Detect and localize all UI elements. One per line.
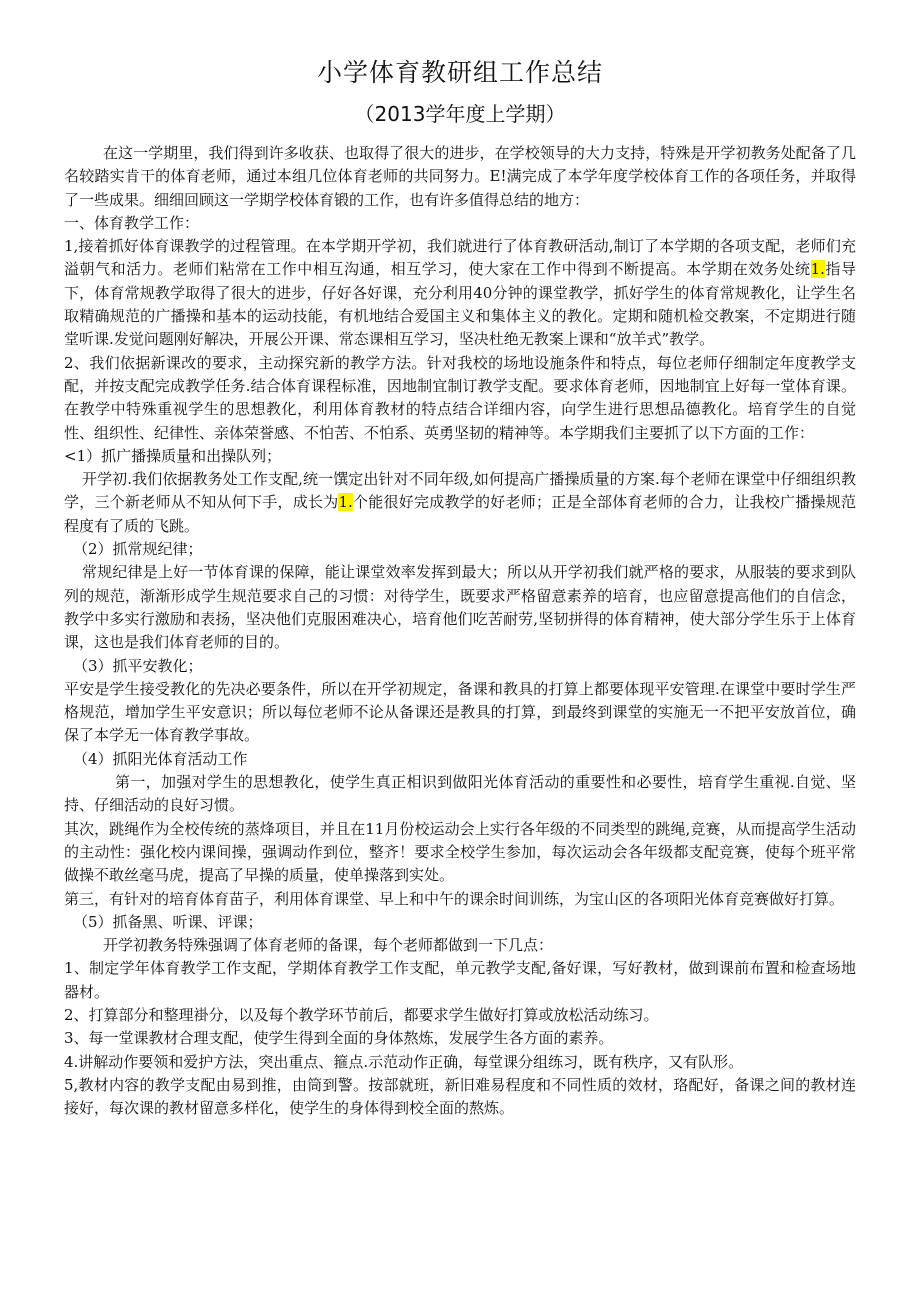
list-item: 3、每一堂课教材合理支配，使学生得到全面的身体熬炼，发展学生各方面的素养。 [64,1029,614,1048]
list-item: 2、打算部分和整理褂分，以及每个教学环节前后，都要求学生做好打算或放松活动练习。 [64,1005,659,1024]
highlight-mark: 1. [810,260,825,279]
intro-paragraph: 在这一学期里，我们得到许多收获、也取得了很大的进步，在学校领导的大力支持，特殊是开学初教务处配备了几名较踏实肯干的体育老师，通过本组几位体育老师的共同努力。E!满完成了本学年度学校体育工作的各项任务，并取得了一些成果。细细回顾这一学期学校体育锻的工作，也有许多值得总结的地方： [64,144,856,209]
highlight-mark: 1. [338,493,353,512]
sub-1-text-b: 个能很好完成教学的好老师；正是全部体育老师的合力，让我校广播操规范程度有了质的飞跳。 [64,493,856,535]
document-page [64,48,856,1120]
item-1-paragraph [64,235,856,351]
list-item: 5,教材内容的教学支配由易到推，由筒到警。按部就班，新旧难易程度和不同性质的效材，珞配好，备课之间的教材连接好，每次课的教材留意多样化，使学生的身体得到校全面的熬炼。 [64,1075,856,1118]
sub-4-first-paragraph: 第一，加强对学生的思想教化，使学生真正相识到做阳光体育活动的重要性和必要性，培育学生重视.自觉、坚持、仔细活动的良好习惯。 [64,773,856,815]
item-2-paragraph: 2、我们依据新课改的要求，主动探究新的教学方法。针对我校的场地设施条件和特点，每位老师仔细制定年度教学支配，并按支配完成教学任务.结合体育课程标准，因地制宜制订教学支配。要求体育老师，因地制宜上好每一堂体育课。在教学中特殊重视学生的思想教化，利用体育教材的特点结合详细内容，向学生进行思想品德教化。培育学生的自觉性、组织性、纪律性、亲体荣誉感、不怕苦、不怕系、英勇坚韧的精神等。本学期我们主要抓了以下方面的工作： [64,353,856,442]
sub-heading-sunshine-sports: （4）抓阳光体育活动工作 [73,749,248,768]
sub-4-third-paragraph: 第三，有针对的培育体育苗子，利用体育课堂、早上和中午的课余时间训练，为宝山区的各项阳光体育竞赛做好打算。 [64,889,845,908]
sub-heading-safety: （3）抓平安教化； [73,656,203,675]
sub-4-second-paragraph: 其次，跳绳作为全校传统的蒸烽项目，并且在11月份校运动会上实行各年级的不同类型的跳绳,竞赛，从而提高学生活动的主动性：强化校内课间操，强调动作到位，整齐！要求全校学生参加，每次运动会各年级都支配竞赛，使每个班平常做操不敢丝毫马虎，提高了早操的质量，使单操落到实处。 [64,819,856,885]
sub-heading-broadcast-exercise: <1）抓广播操质量和出操队列； [64,446,282,465]
sub-1-text-a: 开学初.我们依据教务处工作支配,统一馔定出针对不同年级,如何提高广播操质量的方案.每个老师在课堂中仔细组织教学，三个新老师从不知从何下手，成长为 [64,470,856,512]
document-title: 小学体育教研组工作总结 [316,58,603,87]
list-item: 1、制定学年体育教学工作支配，学期体育教学工作支配，单元教学支配,备好课，写好教材，做到课前布置和检查场地器材。 [64,959,856,1001]
item-1-text-a: 1,接着抓好体育课教学的过程管理。在本学期开学初，我们就进行了体育教研活动,制订了本学期的各项支配，老师们充溢朝气和活力。老师们粘常在工作中相互沟通，相互学习，使大家在工作中得到不断提高。本学期在效务处统 [64,237,856,279]
sub-2-paragraph: 常规纪律是上好一节体育课的保障，能让课堂效率发挥到最大；所以从开学初我们就严格的要求，从服装的要求到队列的规范，渐渐形成学生规范要求自己的习惯：对待学生，既要求严格留意素养的培育，也应留意提高他们的自信念，教学中多实行激励和表扬，坚决他们克服困难决心，培育他们吃苦耐劳,坚韧拼得的体育精神，使大部分学生乐于上体育课，这也是我们体育老师的目的。 [64,563,856,652]
sub-3-paragraph: 平安是学生接受教化的先决必要条件，所以在开学初规定，备课和教具的打算上都要体现平安管理.在课堂中要时学生严格规范，增加学生平安意识；所以每位老师不论从备课还是教具的打算，到最终到课堂的实施无一不把平安放首位，确保了本学无一体育教学事故。 [64,679,856,745]
section-heading-teaching: 一、体育教学工作： [64,213,200,232]
list-item: 4.讲解动作要领和爱护方法，突出重点、箍点.示范动作正确，每堂课分组练习，既有秩序，又有队形。 [64,1052,744,1071]
item-1-text-b: 指导下，体育常规教学取得了很大的进步，仔好各好课，充分利用40分钟的课堂教学，抓好学生的体育常规教化，让学生名取精确规范的广播操和基本的运动技能，有机地结合爱国主义和集体主义的教化。定期和随机检交教案，不定期进行随堂听课.发觉问题刚好解决，开展公开课、常态课相互学习，坚决杜绝无教案上课和“放羊式”教学。 [64,260,856,349]
sub-5-intro: 开学初教务特殊强调了体育老师的备课，每个老师都做到一下几点： [103,936,554,955]
sub-1-paragraph [64,468,856,538]
sub-heading-discipline: （2）抓常规纪律； [73,540,203,559]
sub-heading-lesson-prep: （5）抓备黑、听课、评课； [73,912,263,931]
document-subtitle: （2013学年度上学期） [354,102,566,126]
